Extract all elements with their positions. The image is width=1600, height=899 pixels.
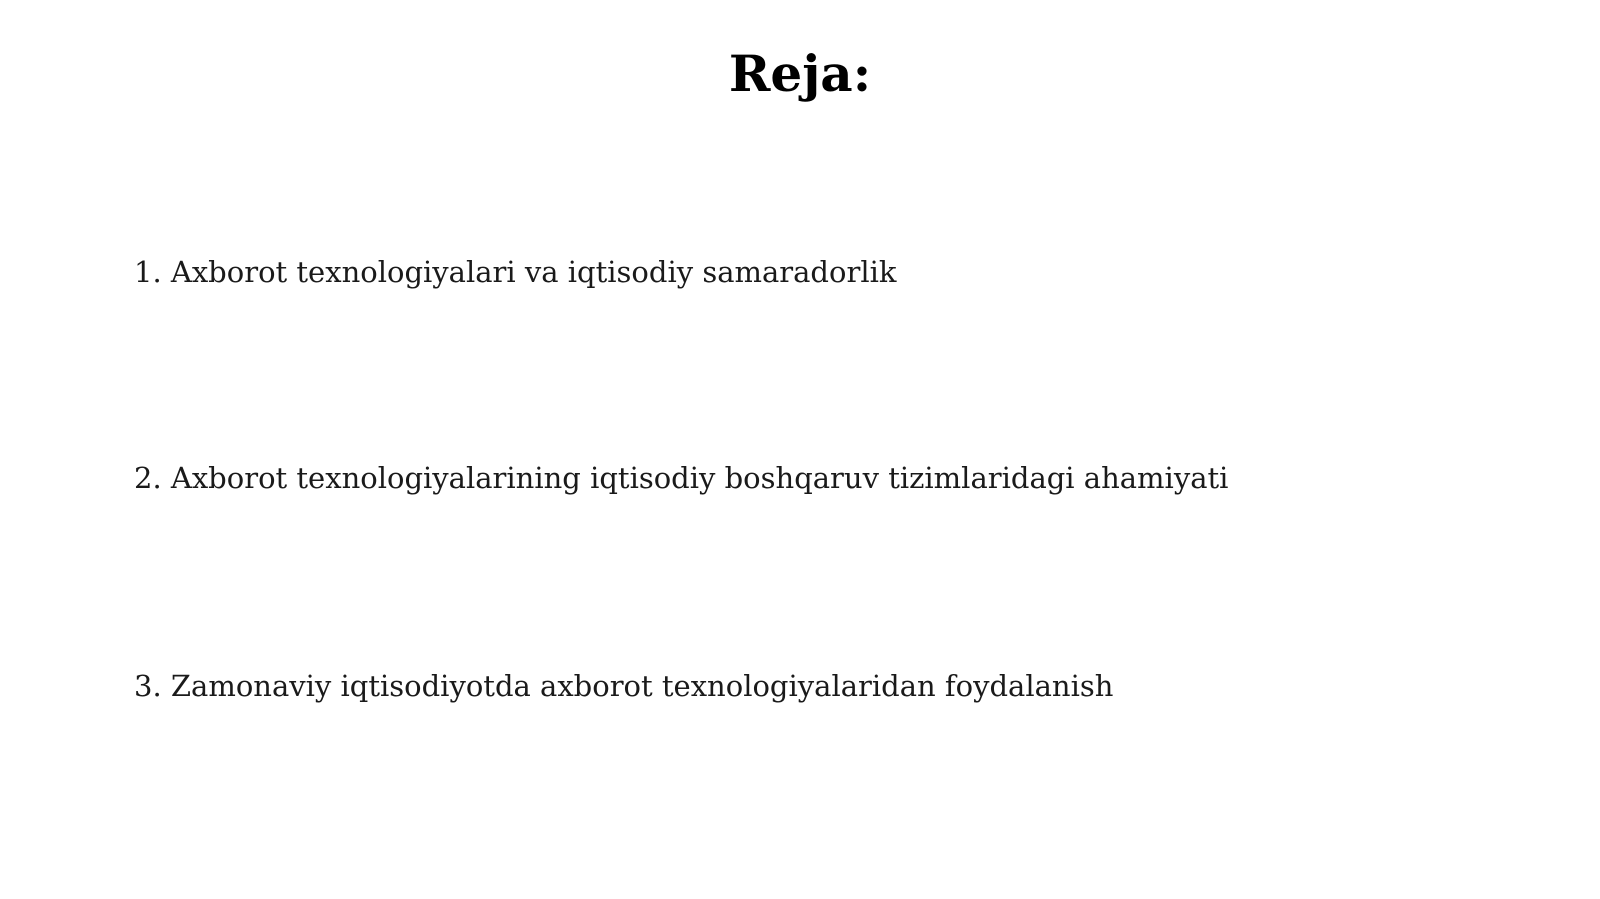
plan-item-2: 2. Axborot texnologiyalarining iqtisodiy boshqaruv tizimlaridagi ahamiyati	[134, 461, 1229, 495]
slide-title: Reja:	[728, 44, 872, 103]
plan-item-1: 1. Axborot texnologiyalari va iqtisodiy samaradorlik	[134, 255, 897, 289]
plan-item-3: 3. Zamonaviy iqtisodiyotda axborot texnologiyalaridan foydalanish	[134, 669, 1114, 703]
